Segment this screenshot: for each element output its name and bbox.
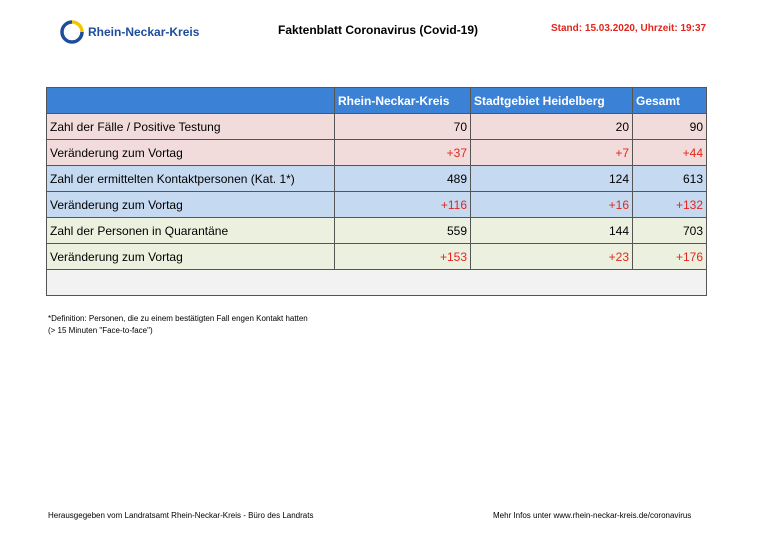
cell-value: 613 (633, 166, 707, 192)
empty-cell (47, 270, 707, 296)
row-label: Zahl der ermittelten Kontaktpersonen (Kat. 1*) (47, 166, 335, 192)
logo (60, 20, 199, 44)
header-cell-gesamt: Gesamt (633, 88, 707, 114)
cell-change: +116 (335, 192, 471, 218)
cell-change: +7 (471, 140, 633, 166)
table-row (47, 114, 707, 140)
header-cell-empty (47, 88, 335, 114)
header-cell-heidelberg: Stadtgebiet Heidelberg (471, 88, 633, 114)
row-label: Veränderung zum Vortag (47, 192, 335, 218)
row-label: Zahl der Personen in Quarantäne (47, 218, 335, 244)
cell-change: +176 (633, 244, 707, 270)
table-empty-row (47, 270, 707, 296)
header-cell-rhein-neckar-kreis: Rhein-Neckar-Kreis (335, 88, 471, 114)
table-row (47, 140, 707, 166)
cell-change: +44 (633, 140, 707, 166)
cell-value: 703 (633, 218, 707, 244)
cell-value: 124 (471, 166, 633, 192)
table-row (47, 244, 707, 270)
cell-change: +37 (335, 140, 471, 166)
note-line: *Definition: Personen, die zu einem bestätigten Fall engen Kontakt hatten (48, 314, 308, 323)
cell-change: +23 (471, 244, 633, 270)
cell-change: +16 (471, 192, 633, 218)
row-label: Veränderung zum Vortag (47, 140, 335, 166)
footer-info-link: Mehr Infos unter www.rhein-neckar-kreis.de/coronavirus (493, 511, 692, 520)
rhein-neckar-kreis-logo-icon (60, 20, 84, 44)
table-row (47, 218, 707, 244)
table-row (47, 166, 707, 192)
cell-value: 20 (471, 114, 633, 140)
definition-note (48, 313, 308, 337)
table-header-row (47, 88, 707, 114)
cell-value: 90 (633, 114, 707, 140)
logo-text: Rhein-Neckar-Kreis (88, 25, 200, 39)
row-label: Zahl der Fälle / Positive Testung (47, 114, 335, 140)
cell-change: +153 (335, 244, 471, 270)
facts-table (46, 87, 707, 296)
cell-change: +132 (633, 192, 707, 218)
cell-value: 559 (335, 218, 471, 244)
table-row (47, 192, 707, 218)
cell-value: 489 (335, 166, 471, 192)
note-line: (> 15 Minuten "Face-to-face") (48, 326, 153, 335)
cell-value: 70 (335, 114, 471, 140)
cell-value: 144 (471, 218, 633, 244)
footer-publisher: Herausgegeben vom Landratsamt Rhein-Neckar-Kreis - Büro des Landrats (48, 511, 314, 520)
page-title: Faktenblatt Coronavirus (Covid-19) (278, 23, 479, 37)
stand-timestamp: Stand: 15.03.2020, Uhrzeit: 19:37 (551, 23, 707, 34)
row-label: Veränderung zum Vortag (47, 244, 335, 270)
